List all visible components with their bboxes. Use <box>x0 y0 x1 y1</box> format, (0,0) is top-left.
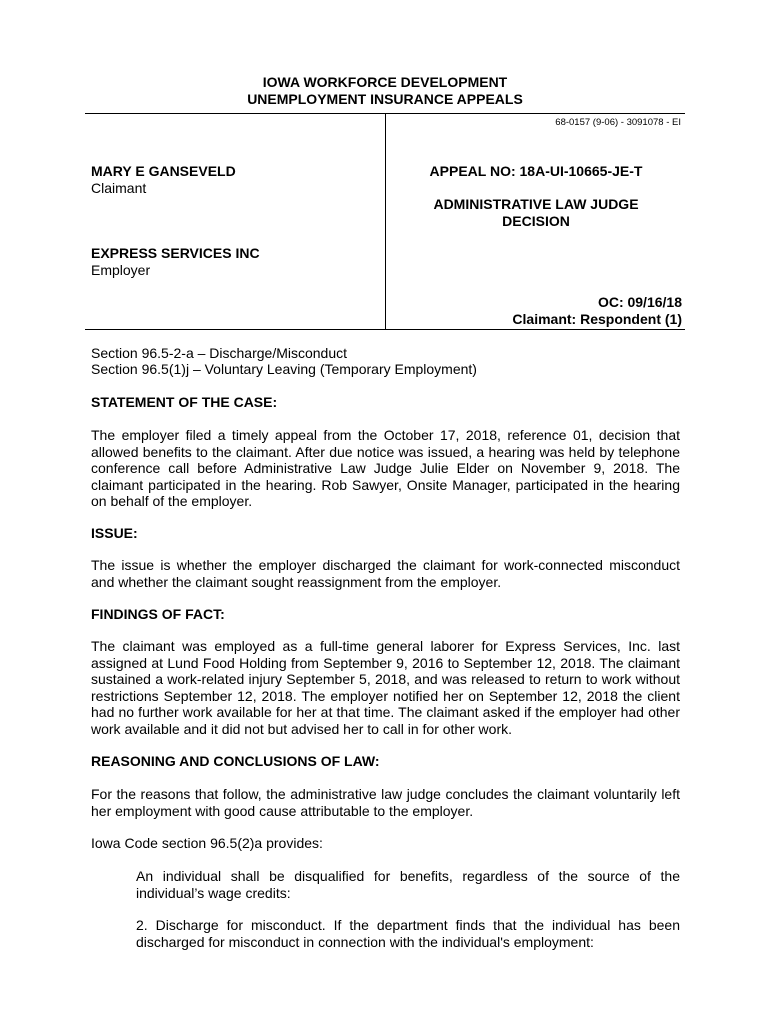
issue-heading: ISSUE: <box>91 525 138 541</box>
section-citation-1: Section 96.5-2-a – Discharge/Misconduct <box>91 345 348 361</box>
quoted-provision-2: 2. Discharge for misconduct. If the department finds that the individual has been discharged for misconduct in connection with the individual's employment: <box>136 917 680 950</box>
claimant-role: Claimant <box>91 180 147 196</box>
statement-heading: STATEMENT OF THE CASE: <box>91 394 278 410</box>
section-citation-2: Section 96.5(1)j – Voluntary Leaving (Temporary Employment) <box>91 361 477 377</box>
caption-bottom-rule-left <box>85 329 385 330</box>
appeal-number: APPEAL NO: 18A-UI-10665-JE-T <box>429 163 643 179</box>
decision-title-line-2: DECISION <box>502 213 570 229</box>
reasoning-heading: REASONING AND CONCLUSIONS OF LAW: <box>91 753 380 769</box>
issue-text: The issue is whether the employer discharged the claimant for work-connected misconduct and whether the claimant sought reassignment from the employer. <box>91 557 680 590</box>
oc-date: OC: 09/16/18 <box>597 294 682 310</box>
reasoning-text: For the reasons that follow, the administrative law judge concludes the claimant voluntarily left her employment with good cause attributable to the employer. <box>91 786 680 819</box>
employer-name: EXPRESS SERVICES INC <box>91 245 260 261</box>
employer-role: Employer <box>91 262 151 278</box>
division-title: UNEMPLOYMENT INSURANCE APPEALS <box>247 91 523 107</box>
code-intro: Iowa Code section 96.5(2)a provides: <box>91 835 323 851</box>
findings-text: The claimant was employed as a full-time general laborer for Express Services, Inc. last assigned at Lund Food Holding from September 9, 2016 to September 12, 2018. The claimant sustained a work-related injury September 5, 2018, and was released to return to work without restrictions September 12, 2018. The employer notified her on September 12, 2018 the client had no further work available for her at that time. The claimant asked if the employer had other work available and it did not but advised her to call in for other work. <box>91 638 680 737</box>
decision-title-line-1: ADMINISTRATIVE LAW JUDGE <box>433 196 639 212</box>
caption-bottom-rule-right <box>385 329 685 330</box>
claimant-status: Claimant: Respondent (1) <box>512 311 682 327</box>
findings-heading: FINDINGS OF FACT: <box>91 606 225 622</box>
quoted-provision-1: An individual shall be disqualified for benefits, regardless of the source of the individual’s wage credits: <box>136 868 680 901</box>
agency-title: IOWA WORKFORCE DEVELOPMENT <box>262 74 508 90</box>
claimant-name: MARY E GANSEVELD <box>91 163 236 179</box>
form-number: 68-0157 (9-06) - 3091078 - EI <box>555 117 681 128</box>
statement-text: The employer filed a timely appeal from the October 17, 2018, reference 01, decision that allowed benefits to the claimant. After due notice was issued, a hearing was held by telephone conference call before Administrative Law Judge Julie Elder on November 9, 2018. The claimant participated in the hearing. Rob Sawyer, Onsite Manager, participated in the hearing on behalf of the employer. <box>91 427 680 509</box>
